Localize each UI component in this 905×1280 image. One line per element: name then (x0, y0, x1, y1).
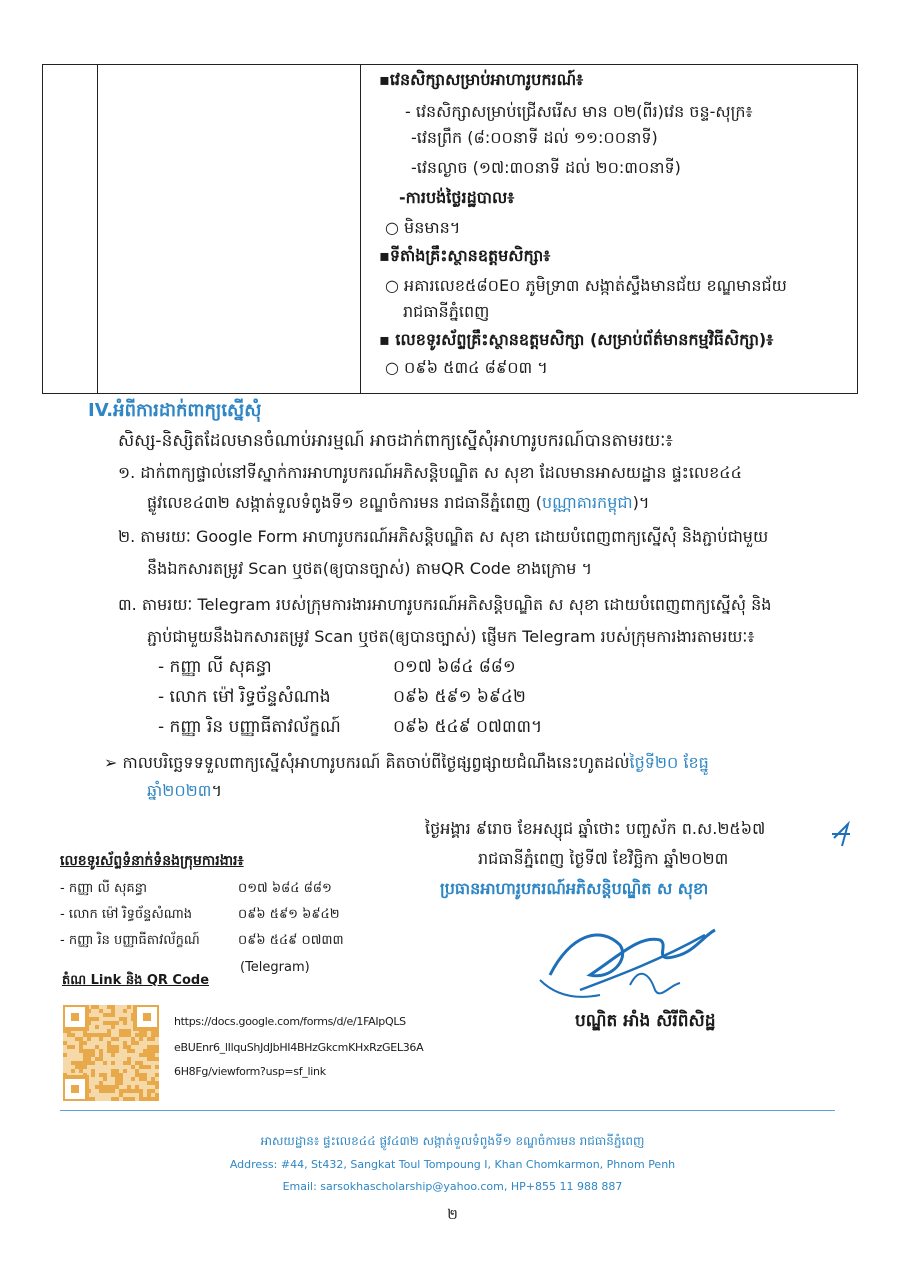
deadline-line-1 (104, 752, 709, 774)
signatory-name: បណ្ឌិត អាំង សិរីពិសិដ្ឋ (575, 1011, 716, 1031)
table-line: ○ មិនមាន។ (385, 218, 461, 237)
form-link-line-2[interactable]: eBUEnr6_lIlquShJdJbHI4BHzGkcmKHxRzGEL36A (174, 1041, 424, 1054)
lunar-date: ថ្ងៃអង្គារ ៩រោច ខែអស្សុជ ឆ្នាំថោះ បញ្ចស័ក ព.ស.២៥៦៧ (425, 819, 766, 838)
gregorian-date: រាជធានីភ្នំពេញ ថ្ងៃទី៧ ខែវិច្ឆិកា ឆ្នាំ២០២៣ (478, 849, 729, 868)
deadline-line-2 (147, 780, 222, 802)
signature-image (530, 905, 730, 1015)
telegram-contact-2 (158, 686, 526, 708)
item-1-end: )។ (632, 493, 650, 512)
telegram-label: (Telegram) (240, 960, 310, 975)
contact-name: - កញ្ញា លី សុគន្ធា (60, 881, 147, 896)
initial-mark-icon (828, 818, 854, 852)
table-col-2 (98, 65, 361, 394)
table-line: ▪វេនសិក្សាសម្រាប់អាហារូបករណ៍៖ (379, 70, 584, 89)
telegram-contact-1 (158, 656, 516, 678)
deadline-text: ➢ កាលបរិច្ឆេទទទួលពាក្យស្នើសុំអាហារូបករណ៍ គិតចាប់ពីថ្ងៃផ្សព្វផ្សាយជំណឹងនេះហូតដល់ (104, 753, 630, 772)
table-col-3-content (361, 65, 857, 393)
contact-name: - កញ្ញា រិន បញ្ញាធីតាវល័ក្ខណ៍ (158, 717, 341, 737)
table-line: -វេនល្ងាច (១៧:៣០នាទី ដល់ ២០:៣០នាទី) (411, 158, 681, 177)
deadline-year: ឆ្នាំ២០២៣ (147, 781, 212, 800)
contact-name: - លោក ម៉ៅ រិទ្ធច័ន្ទសំណាង (60, 907, 192, 922)
contact-row-2 (60, 906, 340, 924)
table-line: ▪ លេខទូរស័ព្ទគ្រឹះស្ថានឧត្តមសិក្សា (សម្រាប់ព័ត៌មានកម្មវិធីសិក្សា)៖ (379, 330, 774, 349)
item-3-line-2: ភ្ជាប់ជាមួយនឹងឯកសារតម្រូវ Scan ឬថត(ឲ្យបានច្បាស់) ផ្ញើមក Telegram របស់ក្រុមការងារតាមរយៈ៖ (147, 627, 755, 646)
form-link-line-3[interactable]: 6H8Fg/viewform?usp=sf_link (174, 1065, 326, 1078)
table-col-1 (43, 65, 98, 394)
table-line: ○ ០៩៦ ៥៣៤ ៨៩០៣ ។ (385, 358, 548, 377)
footer-email: Email: sarsokhascholarship@yahoo.com, HP+855 11 988 887 (282, 1180, 623, 1193)
deadline-date: ថ្ងៃទី២០ ខែធ្នូ (629, 753, 709, 772)
table-col-3 (361, 65, 858, 394)
item-1-line-1: ១. ដាក់ពាក្យផ្ទាល់នៅទីស្នាក់ការអាហារូបករណ៍អភិសន្តិបណ្ឌិត ស សុខា ដែលមានអាសយដ្ឋាន ផ្ទះលេខ៤៤ (118, 463, 742, 482)
footer-address-km: អាសយដ្ឋាន៖ ផ្ទះលេខ៤៤ ផ្លូវ៤៣២ សង្កាត់ទួលទំពូងទី១ ខណ្ឌចំការមន រាជធានីភ្នំពេញ (260, 1134, 645, 1148)
bookstore-name: បណ្ណាគារកម្ពុជា (541, 493, 633, 512)
contact-heading: លេខទូរស័ព្ទទំនាក់ទំនងក្រុមការងារ៖ (60, 853, 244, 869)
contact-phone: ០៩៦ ៥៩១ ៦៩៤២ (393, 687, 526, 707)
footer-divider (60, 1110, 835, 1111)
contact-phone: ០៩៦ ៥៤៩ ០៧៣៣ (238, 933, 344, 948)
contact-name: - លោក ម៉ៅ រិទ្ធច័ន្ទសំណាង (158, 687, 331, 707)
criteria-table (42, 64, 858, 394)
item-1-text: ផ្លូវលេខ៤៣២ សង្កាត់ទួលទំពូងទី១ ខណ្ឌចំការមន រាជធានីភ្នំពេញ ( (147, 493, 542, 512)
item-3-line-1: ៣. តាមរយៈ Telegram របស់ក្រុមការងារអាហារូបករណ៍អភិសន្តិបណ្ឌិត ស សុខា ដោយបំពេញពាក្យស្នើសុំ និង (118, 595, 772, 614)
contact-row-3 (60, 932, 344, 950)
contact-phone: ០៩៦ ៥៤៩ ០៧៣៣។ (393, 717, 543, 737)
signatory-title: ប្រធានអាហារូបករណ៍អភិសន្តិបណ្ឌិត ស សុខា (440, 879, 709, 898)
qr-code[interactable] (63, 1005, 159, 1101)
contact-name: - កញ្ញា លី សុគន្ធា (158, 657, 272, 677)
contact-name: - កញ្ញា រិន បញ្ញាធីតាវល័ក្ខណ៍ (60, 933, 200, 948)
table-line: ○ អគារលេខ៥៨០E០ ភូមិទ្រា៣ សង្កាត់ស្ទឹងមានជ័យ ខណ្ឌមានជ័យ (385, 276, 787, 295)
section-intro: សិស្ស-និស្សិតដែលមានចំណាប់អារម្មណ៍ អាចដាក់ពាក្យស្នើសុំអាហារូបករណ៍បានតាមរយៈ៖ (118, 431, 673, 451)
page-number: ២ (447, 1207, 458, 1223)
contact-phone: ០១៧ ៦៨៤ ៨៨១ (393, 657, 516, 677)
contact-phone: ០១៧ ៦៨៤ ៨៨១ (238, 881, 332, 896)
telegram-contact-3 (158, 716, 542, 738)
item-2-line-1: ២. តាមរយៈ Google Form អាហារូបករណ៍អភិសន្តិបណ្ឌិត ស សុខា ដោយបំពេញពាក្យស្នើសុំ និងភ្ជាប់ជាមួយ (118, 527, 769, 546)
item-2-line-2: នឹងឯកសារតម្រូវ Scan ឬថត(ឲ្យបានច្បាស់) តាមQR Code ខាងក្រោម ។ (147, 559, 593, 578)
table-line: -ការបង់ថ្លៃរដ្ឋបាល៖ (399, 188, 515, 207)
contact-phone: ០៩៦ ៥៩១ ៦៩៤២ (238, 907, 340, 922)
form-link-line-1[interactable]: https://docs.google.com/forms/d/e/1FAIpQLS (174, 1015, 406, 1028)
deadline-end: ។ (211, 781, 222, 800)
footer-address-en: Address: #44, St432, Sangkat Toul Tompoung I, Khan Chomkarmon, Phnom Penh (229, 1158, 676, 1171)
table-line: រាជធានីភ្នំពេញ (403, 302, 490, 321)
section-heading: IV.អំពីការដាក់ពាក្យស្នើសុំ (88, 400, 262, 421)
item-1-line-2 (147, 492, 649, 514)
contact-row-1 (60, 880, 332, 898)
table-line: -វេនព្រឹក (៨:០០នាទី ដល់ ១១:០០នាទី) (411, 128, 658, 147)
link-heading: តំណ Link និង QR Code (62, 973, 210, 988)
table-line: ▪ទីតាំងគ្រឹះស្ថានឧត្តមសិក្សា៖ (379, 246, 551, 265)
table-line: - វេនសិក្សាសម្រាប់ជ្រើសរើស មាន ០២(ពីរ)វេន ចន្ទ-សុក្រ៖ (405, 102, 753, 121)
